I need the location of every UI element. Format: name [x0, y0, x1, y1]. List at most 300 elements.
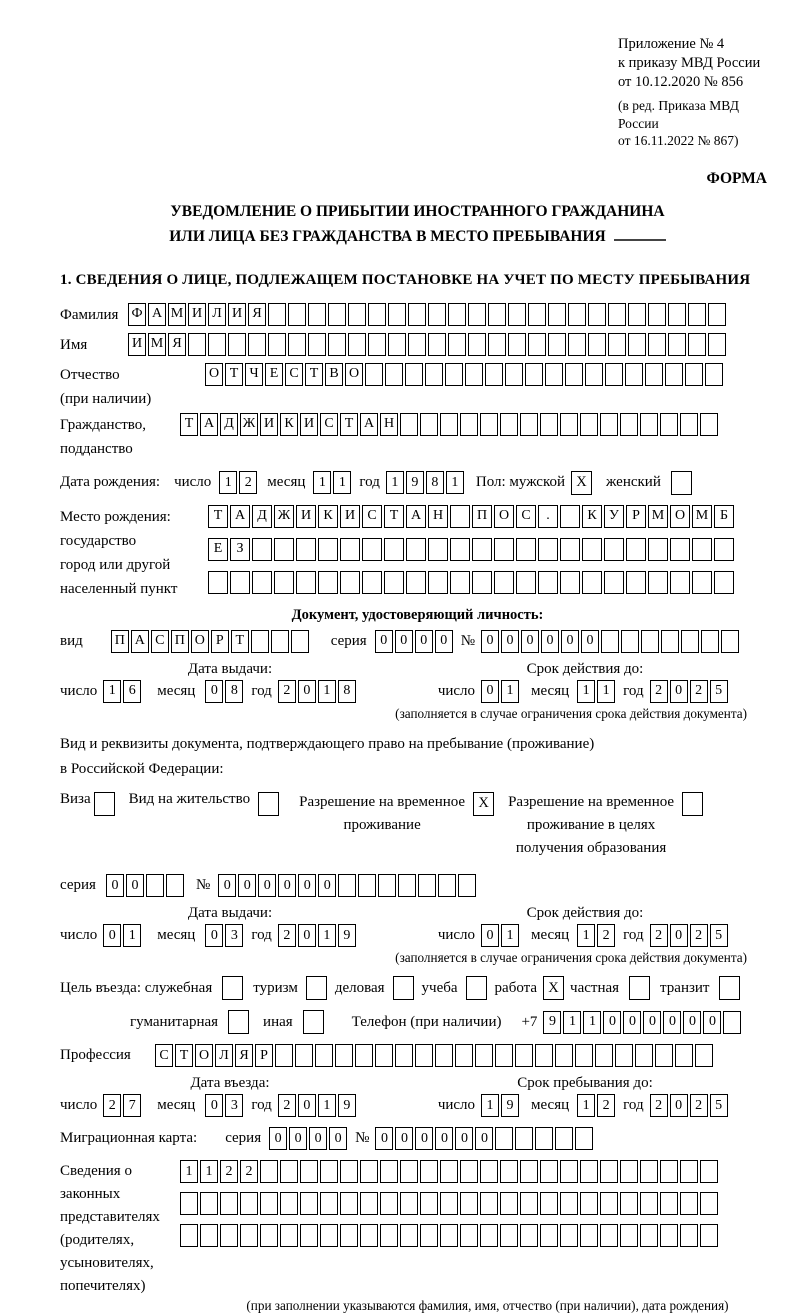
header-line-1: Приложение № 4 — [618, 36, 725, 52]
representatives-block — [60, 1160, 775, 1298]
char-cell — [406, 538, 426, 561]
char-cell — [420, 1160, 438, 1183]
birth-place-city-label-1: город или другой — [60, 556, 171, 573]
char-cell: 3 — [225, 1094, 243, 1117]
representatives-label-line3: представителях — [60, 1209, 160, 1226]
res-valid-month-cells — [577, 924, 617, 947]
char-cell — [488, 303, 506, 326]
char-cell: 2 — [650, 680, 668, 703]
char-cell: К — [318, 505, 338, 528]
char-cell — [604, 538, 624, 561]
char-cell — [384, 538, 404, 561]
char-cell: 9 — [338, 924, 356, 947]
purpose-private-checkbox — [629, 976, 650, 1000]
char-cell — [472, 538, 492, 561]
char-cell: 1 — [563, 1011, 581, 1034]
res-valid-year-cells — [650, 924, 730, 947]
char-cell — [516, 571, 536, 594]
char-cell — [274, 571, 294, 594]
char-cell — [540, 413, 558, 436]
char-cell — [220, 1224, 238, 1247]
char-cell: 0 — [298, 874, 316, 897]
char-cell — [450, 505, 470, 528]
birth-month-cells — [313, 471, 353, 494]
char-cell — [660, 1192, 678, 1215]
char-cell — [328, 303, 346, 326]
char-cell — [420, 1224, 438, 1247]
char-cell — [260, 1224, 278, 1247]
char-cell: 1 — [481, 1094, 499, 1117]
char-cell: 2 — [597, 924, 615, 947]
char-cell — [648, 538, 668, 561]
char-cell: Я — [235, 1044, 253, 1067]
char-cell: 1 — [577, 1094, 595, 1117]
char-cell: 0 — [205, 924, 223, 947]
year-label: год — [359, 474, 380, 491]
birth-place-row-2 — [208, 538, 736, 561]
char-cell — [580, 1160, 598, 1183]
char-cell — [580, 1192, 598, 1215]
char-cell — [620, 413, 638, 436]
doc-dates-headers — [60, 661, 775, 678]
char-cell — [465, 363, 483, 386]
char-cell — [500, 1192, 518, 1215]
char-cell — [668, 333, 686, 356]
char-cell — [460, 413, 478, 436]
char-cell — [681, 630, 699, 653]
char-cell — [555, 1127, 573, 1150]
res-validity-note: (заполняется в случае ограничения срока действия документа) — [395, 950, 747, 966]
char-cell — [280, 1160, 298, 1183]
char-cell — [408, 333, 426, 356]
document-title — [60, 200, 775, 250]
char-cell — [408, 303, 426, 326]
residence-permit-label: Вид на жительство — [128, 790, 251, 807]
char-cell — [640, 1224, 658, 1247]
char-cell — [440, 1224, 458, 1247]
year-label: год — [623, 1097, 644, 1114]
char-cell: 0 — [298, 1094, 316, 1117]
char-cell — [288, 333, 306, 356]
char-cell — [425, 363, 443, 386]
char-cell — [540, 1192, 558, 1215]
char-cell — [568, 303, 586, 326]
char-cell: 1 — [333, 471, 351, 494]
char-cell — [588, 303, 606, 326]
citizenship-cells — [180, 413, 720, 436]
char-cell — [508, 303, 526, 326]
patronymic-cells — [205, 363, 725, 386]
given-name-cells — [128, 333, 728, 356]
char-cell — [648, 303, 666, 326]
patronymic-label-line2: (при наличии) — [60, 390, 152, 407]
char-cell — [692, 538, 712, 561]
sex-female-label: женский — [606, 474, 661, 491]
identity-doc-row — [60, 630, 775, 653]
birth-place-state-label: государство — [60, 532, 137, 549]
temp-residence-edu-label-line3: получения образования — [515, 840, 667, 857]
char-cell: В — [325, 363, 343, 386]
char-cell — [428, 571, 448, 594]
char-cell: С — [151, 630, 169, 653]
char-cell — [368, 303, 386, 326]
char-cell: К — [582, 505, 602, 528]
title-line-2-wrap — [60, 225, 775, 250]
char-cell — [340, 538, 360, 561]
char-cell — [428, 333, 446, 356]
doc-issue-date-label: Дата выдачи: — [187, 660, 273, 677]
char-cell: О — [494, 505, 514, 528]
char-cell — [480, 1160, 498, 1183]
phone-cells — [543, 1011, 743, 1034]
char-cell — [665, 363, 683, 386]
char-cell — [271, 630, 289, 653]
char-cell — [641, 630, 659, 653]
stay-month-cells — [577, 1094, 617, 1117]
char-cell: 0 — [298, 924, 316, 947]
header-line-4: (в ред. Приказа МВД России — [618, 98, 739, 131]
doc-issue-day-cells — [103, 680, 143, 703]
surname-cells — [128, 303, 728, 326]
char-cell — [385, 363, 403, 386]
char-cell: 0 — [670, 1094, 688, 1117]
profession-cells — [155, 1044, 715, 1067]
char-cell — [500, 1224, 518, 1247]
char-cell — [520, 1192, 538, 1215]
mig-number-sign: № — [355, 1130, 370, 1147]
char-cell — [318, 571, 338, 594]
profession-row — [60, 1044, 775, 1067]
char-cell — [300, 1160, 318, 1183]
char-cell — [548, 303, 566, 326]
char-cell — [721, 630, 739, 653]
char-cell — [228, 333, 246, 356]
char-cell: 0 — [375, 1127, 393, 1150]
char-cell: 1 — [318, 1094, 336, 1117]
birth-place-block — [60, 505, 775, 601]
char-cell: А — [200, 413, 218, 436]
char-cell — [560, 571, 580, 594]
char-cell — [400, 1160, 418, 1183]
phone-label: Телефон (при наличии) — [351, 1013, 502, 1030]
migration-card-label: Миграционная карта: — [60, 1130, 198, 1147]
char-cell: 1 — [446, 471, 464, 494]
entry-month-cells — [205, 1094, 245, 1117]
char-cell: 0 — [415, 1127, 433, 1150]
char-cell — [252, 571, 272, 594]
title-line-2: ИЛИ ЛИЦА БЕЗ ГРАЖДАНСТВА В МЕСТО ПРЕБЫВАНИЯ — [169, 227, 606, 245]
char-cell — [680, 1192, 698, 1215]
char-cell — [582, 538, 602, 561]
char-cell: М — [148, 333, 166, 356]
char-cell — [415, 1044, 433, 1067]
char-cell — [625, 363, 643, 386]
purpose-humanitarian-label: гуманитарная — [130, 1013, 219, 1030]
char-cell: 2 — [239, 471, 257, 494]
char-cell: 0 — [126, 874, 144, 897]
char-cell — [582, 571, 602, 594]
residence-doc-series-row — [60, 874, 775, 897]
char-cell — [528, 333, 546, 356]
char-cell — [288, 303, 306, 326]
char-cell — [280, 1224, 298, 1247]
doc-series-label: серия — [330, 632, 367, 649]
char-cell — [340, 571, 360, 594]
char-cell — [368, 333, 386, 356]
char-cell — [146, 874, 164, 897]
temp-residence-checkbox: X — [473, 792, 494, 816]
char-cell — [268, 303, 286, 326]
char-cell: 0 — [395, 1127, 413, 1150]
char-cell — [180, 1224, 198, 1247]
doc-dates-row — [60, 680, 775, 703]
char-cell: Т — [384, 505, 404, 528]
char-cell: О — [205, 363, 223, 386]
char-cell: С — [155, 1044, 173, 1067]
char-cell: Ж — [240, 413, 258, 436]
char-cell: 1 — [501, 680, 519, 703]
char-cell: 0 — [318, 874, 336, 897]
char-cell — [714, 538, 734, 561]
char-cell: 0 — [218, 874, 236, 897]
char-cell — [516, 538, 536, 561]
day-label: число — [60, 927, 98, 944]
char-cell: У — [604, 505, 624, 528]
birth-date-label: Дата рождения: — [60, 474, 161, 491]
char-cell — [380, 1224, 398, 1247]
doc-valid-until-label: Срок действия до: — [526, 660, 644, 677]
char-cell: 2 — [690, 1094, 708, 1117]
char-cell — [560, 413, 578, 436]
char-cell — [295, 1044, 313, 1067]
char-cell: 9 — [501, 1094, 519, 1117]
phone-prefix: +7 — [521, 1013, 538, 1030]
char-cell — [700, 1160, 718, 1183]
char-cell — [495, 1127, 513, 1150]
char-cell — [580, 413, 598, 436]
char-cell: И — [188, 303, 206, 326]
doc-number-sign: № — [460, 632, 475, 649]
temp-residence-edu-checkbox — [682, 792, 703, 816]
purpose-other-label: иная — [263, 1013, 293, 1030]
char-cell — [588, 333, 606, 356]
char-cell: 0 — [329, 1127, 347, 1150]
char-cell — [688, 333, 706, 356]
visa-checkbox — [94, 792, 115, 816]
char-cell — [400, 1224, 418, 1247]
char-cell — [568, 333, 586, 356]
char-cell — [668, 303, 686, 326]
residence-doc-line-1: Вид и реквизиты документа, подтверждающего право на пребывание (проживание) — [60, 735, 595, 752]
res-dates-headers — [60, 905, 775, 922]
forma-label: ФОРМА — [706, 170, 767, 188]
char-cell: 5 — [710, 680, 728, 703]
char-cell — [538, 538, 558, 561]
char-cell: 0 — [106, 874, 124, 897]
char-cell — [495, 1044, 513, 1067]
char-cell — [515, 1127, 533, 1150]
char-cell — [525, 363, 543, 386]
char-cell — [528, 303, 546, 326]
char-cell: 2 — [278, 1094, 296, 1117]
entry-dates-headers — [60, 1075, 775, 1092]
char-cell — [448, 333, 466, 356]
char-cell: 2 — [240, 1160, 258, 1183]
char-cell — [240, 1224, 258, 1247]
char-cell — [595, 1044, 613, 1067]
char-cell — [600, 1160, 618, 1183]
char-cell — [200, 1192, 218, 1215]
char-cell — [308, 333, 326, 356]
res-dates-row — [60, 924, 775, 947]
char-cell: Л — [215, 1044, 233, 1067]
char-cell — [440, 1192, 458, 1215]
char-cell: 8 — [338, 680, 356, 703]
char-cell — [661, 630, 679, 653]
doc-issue-year-cells — [278, 680, 358, 703]
doc-validity-note: (заполняется в случае ограничения срока действия документа) — [395, 705, 747, 721]
char-cell: 8 — [225, 680, 243, 703]
char-cell: Т — [180, 413, 198, 436]
res-issue-year-cells — [278, 924, 358, 947]
year-label: год — [251, 682, 272, 699]
char-cell — [604, 571, 624, 594]
char-cell: Ж — [274, 505, 294, 528]
char-cell: 0 — [481, 630, 499, 653]
char-cell — [580, 1224, 598, 1247]
char-cell — [460, 1160, 478, 1183]
char-cell — [600, 413, 618, 436]
purpose-tourism-label: туризм — [253, 979, 298, 996]
char-cell — [180, 1192, 198, 1215]
char-cell — [380, 1160, 398, 1183]
char-cell — [296, 538, 316, 561]
purpose-transit-checkbox — [719, 976, 740, 1000]
char-cell — [405, 363, 423, 386]
char-cell: М — [648, 505, 668, 528]
month-label: месяц — [531, 682, 570, 699]
char-cell — [538, 571, 558, 594]
month-label: месяц — [157, 682, 196, 699]
char-cell: 0 — [395, 630, 413, 653]
char-cell: Р — [255, 1044, 273, 1067]
char-cell — [575, 1044, 593, 1067]
char-cell — [384, 571, 404, 594]
char-cell: 0 — [663, 1011, 681, 1034]
char-cell — [620, 1160, 638, 1183]
char-cell: П — [472, 505, 492, 528]
blank-underline — [614, 227, 666, 241]
char-cell — [640, 413, 658, 436]
char-cell: И — [300, 413, 318, 436]
month-label: месяц — [157, 927, 196, 944]
char-cell: Е — [265, 363, 283, 386]
char-cell — [440, 1160, 458, 1183]
char-cell — [601, 630, 619, 653]
representatives-cells-block — [180, 1160, 775, 1256]
char-cell — [420, 1192, 438, 1215]
mig-number-cells — [375, 1127, 595, 1150]
entry-dates-row — [60, 1094, 775, 1117]
representatives-labels — [60, 1160, 180, 1298]
residence-doc-text — [60, 732, 775, 783]
char-cell — [670, 538, 690, 561]
visa-label: Виза — [60, 790, 91, 807]
char-cell — [328, 333, 346, 356]
char-cell — [435, 1044, 453, 1067]
char-cell — [280, 1192, 298, 1215]
char-cell — [468, 333, 486, 356]
char-cell: А — [230, 505, 250, 528]
char-cell — [380, 1192, 398, 1215]
res-series-label: серия — [60, 877, 96, 894]
char-cell: П — [111, 630, 129, 653]
char-cell: 0 — [205, 680, 223, 703]
char-cell: 5 — [710, 924, 728, 947]
header-line-5: от 16.11.2022 № 867) — [618, 133, 739, 149]
char-cell — [248, 333, 266, 356]
char-cell: 2 — [278, 924, 296, 947]
char-cell: Т — [225, 363, 243, 386]
surname-label: Фамилия — [60, 306, 119, 323]
char-cell — [660, 1224, 678, 1247]
char-cell — [575, 1127, 593, 1150]
purpose-study-checkbox — [466, 976, 487, 1000]
char-cell — [274, 538, 294, 561]
header-amendment — [618, 97, 775, 150]
char-cell — [200, 1224, 218, 1247]
char-cell — [230, 571, 250, 594]
char-cell: 0 — [521, 630, 539, 653]
char-cell: Н — [380, 413, 398, 436]
char-cell — [480, 1224, 498, 1247]
entry-date-label: Дата въезда: — [190, 1075, 270, 1092]
char-cell — [560, 1224, 578, 1247]
purpose-official-checkbox — [222, 976, 243, 1000]
birth-place-cells-block — [208, 505, 775, 599]
birth-year-cells — [386, 471, 466, 494]
char-cell — [428, 303, 446, 326]
char-cell: 0 — [581, 630, 599, 653]
char-cell — [308, 303, 326, 326]
char-cell — [251, 630, 269, 653]
entry-day-cells — [103, 1094, 143, 1117]
char-cell: 5 — [710, 1094, 728, 1117]
char-cell — [375, 1044, 393, 1067]
char-cell — [700, 413, 718, 436]
doc-number-cells — [481, 630, 741, 653]
char-cell: М — [168, 303, 186, 326]
char-cell — [360, 1224, 378, 1247]
char-cell: 0 — [238, 874, 256, 897]
char-cell: Л — [208, 303, 226, 326]
patronymic-label — [60, 363, 205, 411]
char-cell — [655, 1044, 673, 1067]
char-cell: 1 — [123, 924, 141, 947]
char-cell — [362, 538, 382, 561]
char-cell — [560, 1160, 578, 1183]
char-cell: И — [228, 303, 246, 326]
char-cell — [708, 303, 726, 326]
char-cell — [398, 874, 416, 897]
char-cell: Ф — [128, 303, 146, 326]
char-cell: М — [692, 505, 712, 528]
char-cell — [388, 303, 406, 326]
purpose-study-label: учеба — [421, 979, 458, 996]
patronymic-row — [60, 363, 775, 411]
res-issue-date-label: Дата выдачи: — [187, 905, 273, 922]
doc-issue-month-cells — [205, 680, 245, 703]
